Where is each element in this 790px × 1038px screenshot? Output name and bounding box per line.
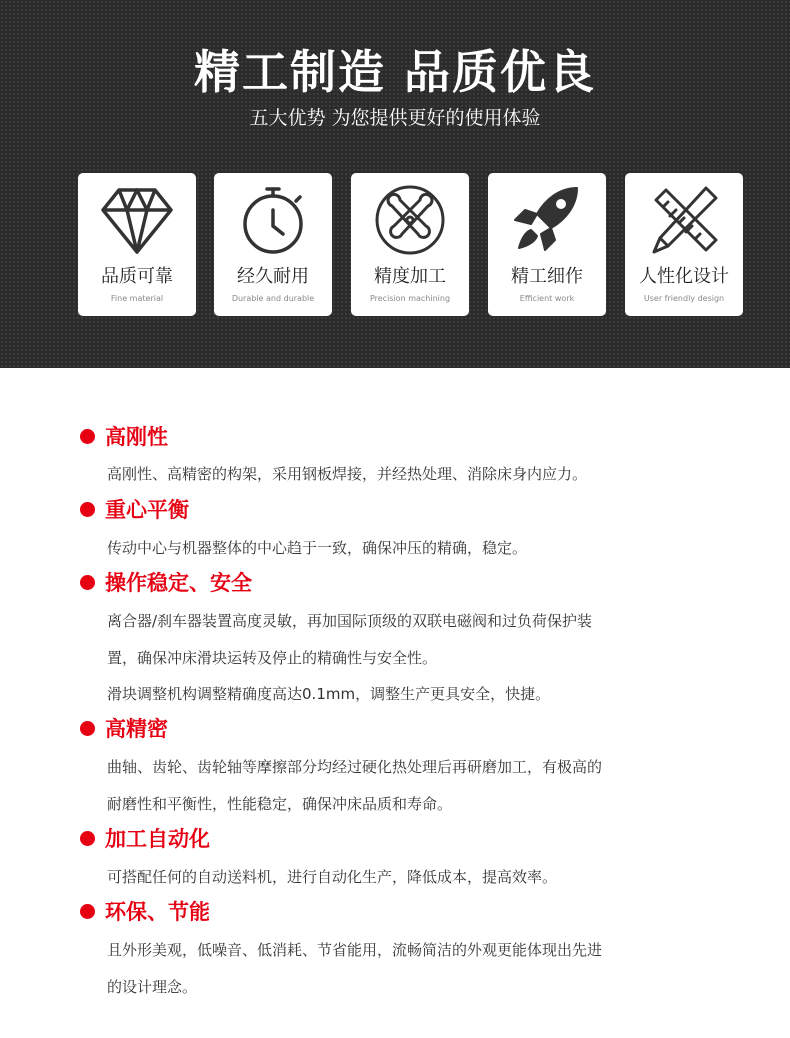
feature-title: 环保、节能 bbox=[105, 900, 210, 924]
hero-subtitle: 五大优势 为您提供更好的使用体验 bbox=[249, 107, 541, 129]
card-subtitle: Durable and durable bbox=[231, 294, 315, 303]
card-precision bbox=[351, 173, 469, 316]
rocket-icon bbox=[507, 180, 587, 260]
card-subtitle: User friendly design bbox=[643, 294, 725, 303]
card-quality bbox=[78, 173, 196, 316]
feature-text: 置，确保冲床滑块运转及停止的精确性与安全性。 bbox=[107, 649, 438, 667]
card-label: 精度加工 bbox=[374, 266, 446, 287]
feature-text: 传动中心与机器整体的中心趋于一致，确保冲压的精确，稳定。 bbox=[107, 539, 528, 557]
bullet-dot-icon bbox=[80, 721, 95, 736]
feature-text: 离合器/刹车器装置高度灵敏，再加国际顶级的双联电磁阀和过负荷保护装 bbox=[107, 612, 593, 630]
bullet-dot-icon bbox=[80, 904, 95, 919]
hero-banner bbox=[0, 0, 790, 368]
card-durable bbox=[214, 173, 332, 316]
card-subtitle: Efficient work bbox=[519, 294, 575, 303]
card-subtitle: Precision machining bbox=[369, 294, 451, 303]
feature-text: 的设计理念。 bbox=[107, 978, 198, 996]
feature-text: 耐磨性和平衡性，性能稳定，确保冲床品质和寿命。 bbox=[107, 795, 453, 813]
feature-text: 曲轴、齿轮、齿轮轴等摩擦部分均经过硬化热处理后再研磨加工，有极高的 bbox=[107, 758, 603, 776]
wrench-cross-icon bbox=[370, 180, 450, 260]
card-craft bbox=[488, 173, 606, 316]
diamond-icon bbox=[97, 180, 177, 260]
card-label: 品质可靠 bbox=[101, 266, 173, 287]
card-label: 人性化设计 bbox=[639, 266, 729, 287]
card-subtitle: Fine material bbox=[110, 294, 164, 303]
bullet-dot-icon bbox=[80, 575, 95, 590]
feature-text: 滑块调整机构调整精确度高达0.1mm，调整生产更具安全，快捷。 bbox=[107, 685, 551, 703]
feature-title: 加工自动化 bbox=[105, 827, 210, 851]
bullet-dot-icon bbox=[80, 502, 95, 517]
feature-title: 高精密 bbox=[105, 717, 168, 741]
bullet-dot-icon bbox=[80, 831, 95, 846]
hero-title: 精工制造 品质优良 bbox=[193, 45, 596, 99]
feature-title: 高刚性 bbox=[105, 425, 168, 449]
card-label: 精工细作 bbox=[511, 266, 583, 287]
bullet-dot-icon bbox=[80, 429, 95, 444]
feature-title: 重心平衡 bbox=[105, 498, 189, 522]
ruler-pencil-icon bbox=[644, 180, 724, 260]
card-label: 经久耐用 bbox=[237, 266, 309, 287]
stopwatch-icon bbox=[233, 180, 313, 260]
feature-text: 可搭配任何的自动送料机，进行自动化生产，降低成本，提高效率。 bbox=[107, 868, 558, 886]
feature-text: 高刚性、高精密的构架，采用钢板焊接，并经热处理、消除床身内应力。 bbox=[107, 465, 588, 483]
card-design bbox=[625, 173, 743, 316]
feature-text: 且外形美观，低噪音、低消耗、节省能用，流畅简洁的外观更能体现出先进 bbox=[107, 941, 603, 959]
feature-title: 操作稳定、安全 bbox=[105, 571, 252, 595]
